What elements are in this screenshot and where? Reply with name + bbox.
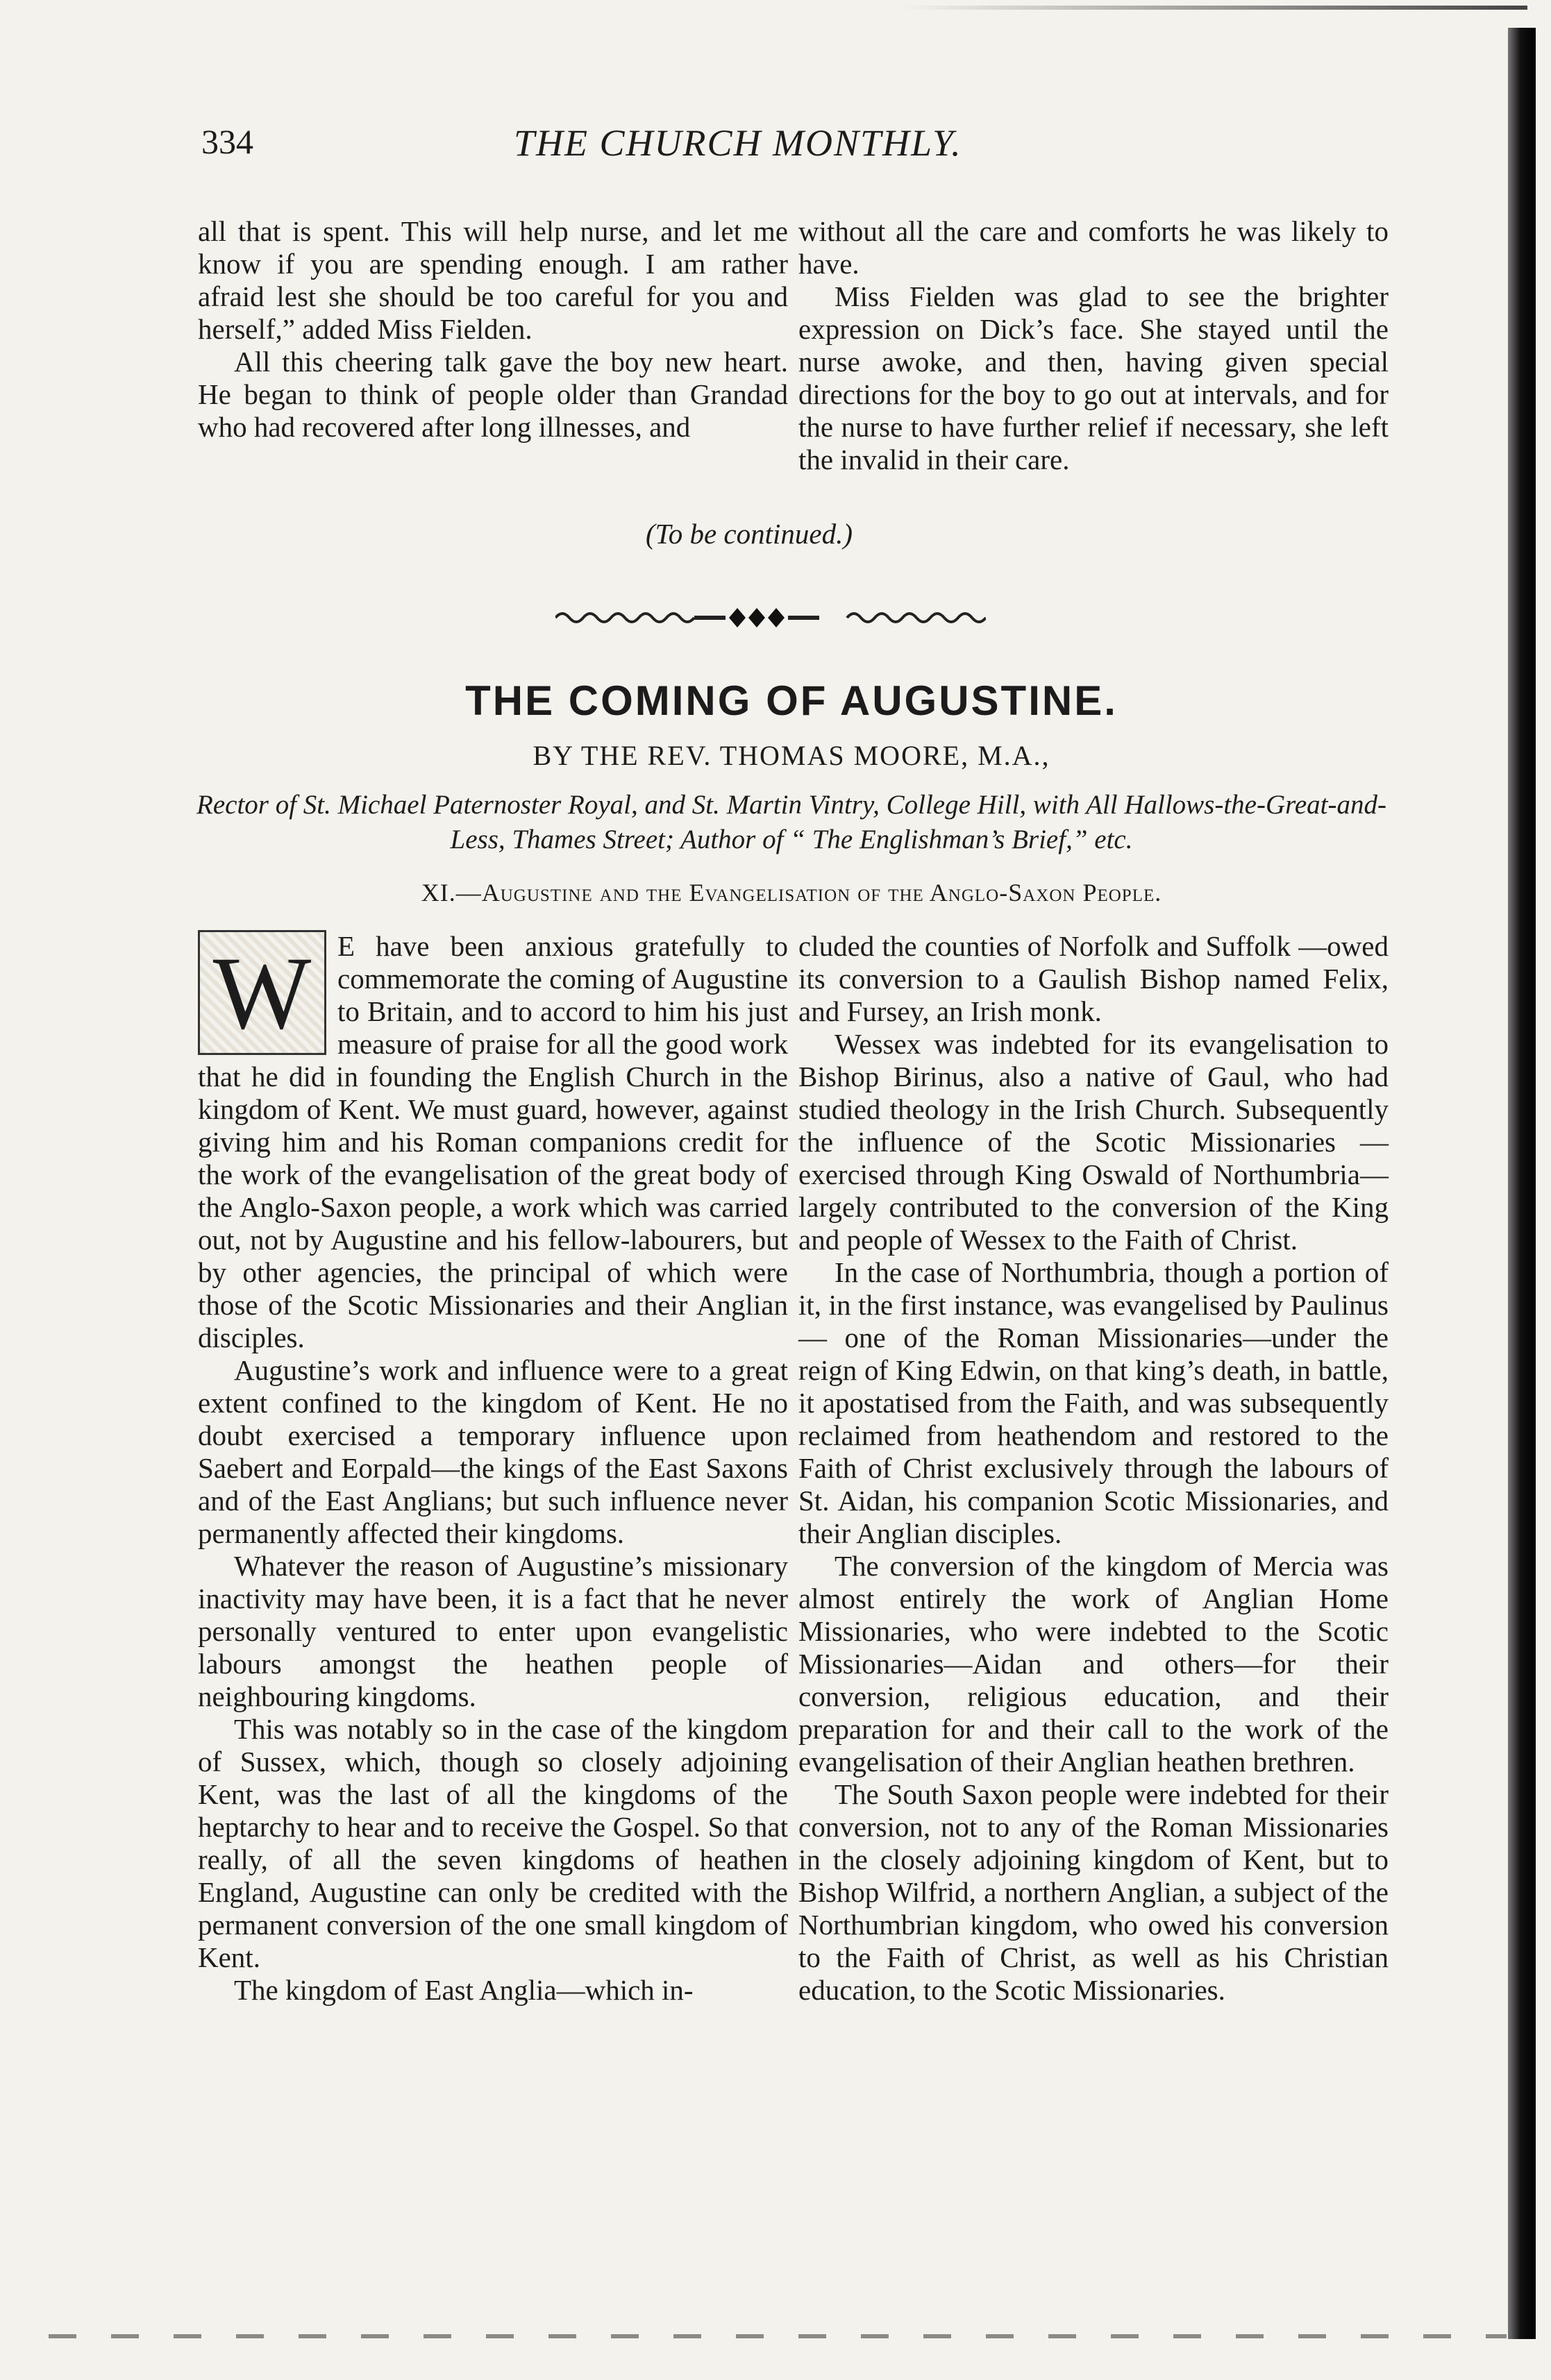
page-header [201, 121, 1382, 177]
paragraph: Miss Fielden was glad to see the brighter expression on Dick’s face. She stayed until the nurse awoke, and then, having given special directions for the boy to go out at intervals, and for the nurse to have further relief if necessary, she left the invalid in their care. [798, 280, 1389, 475]
serial-column-right [798, 215, 1389, 476]
paragraph [198, 930, 788, 1354]
paragraph-text: E have been anxious gratefully to commemorate the coming of Augustine to Britain, and to accord to him his just measure of praise for all the good work that he did in founding the English Church in the kingdom of Kent. We must guard, however, against giving him and his Roman companions credit for the work of the evangelisation of the great body of the Anglo-Saxon people, a work which was carried out, not by Augustine and his fellow-labourers, but by other agencies, the principal of which were those of the Scotic Missionaries and their Anglian disciples. [198, 930, 789, 1353]
paragraph: Augustine’s work and influence were to a great extent confined to the kingdom of Kent. He no doubt exercised a temporary influence upon Saebert and Eorpald—the kings of the East Saxons and of the East Anglians; but such influence never permanently affected their kingdoms. [198, 1354, 788, 1549]
scan-bottom-noise [49, 2334, 1507, 2338]
article-byline: BY THE REV. THOMAS MOORE, M.A., [533, 740, 1050, 771]
article-column-left [198, 930, 788, 2007]
to-be-continued: (To be continued.) [646, 518, 853, 550]
serial-column-left [198, 215, 788, 444]
paragraph: The conversion of the kingdom of Mercia was almost entirely the work of Anglian Home Missionaries, who were indebted to the Scotic Missionaries—Aidan and others—for their conversion, religious education, and their preparation for and their call to the work of the evangelisation of their Anglian heathen brethren. [798, 1550, 1389, 1778]
paragraph: All this cheering talk gave the boy new heart. He began to think of people older than Grandad who had recovered after long illnesses, and [198, 346, 788, 443]
page-number: 334 [201, 122, 253, 161]
paragraph: cluded the counties of Norfolk and Suffolk —owed its conversion to a Gaulish Bishop named Felix, and Fursey, an Irish monk. [798, 930, 1389, 1027]
section-heading: XI.—Augustine and the Evangelisation of the Anglo-Saxon People. [421, 879, 1162, 906]
decorative-dropcap: W [198, 930, 326, 1055]
scan-page-edge [1508, 28, 1536, 2339]
paragraph: Whatever the reason of Augustine’s missionary inactivity may have been, it is a fact that he never personally ventured to enter upon evangelistic labours amongst the heathen people of neighbouring kingdoms. [198, 1550, 788, 1712]
paragraph: Wessex was indebted for its evangelisation to Bishop Birinus, also a native of Gaul, who had studied theology in the Irish Church. Subsequently the influence of the Scotic Missionaries — exercised through King Oswald of Northumbria—largely contributed to the conversion of the King and people of Wessex to the Faith of Christ. [798, 1028, 1389, 1256]
paragraph: This was notably so in the case of the kingdom of Sussex, which, though so closely adjoining Kent, was the last of all the kingdoms of the heptarchy to hear and to receive the Gospel. So that really, of all the seven kingdoms of heathen England, Augustine can only be credited with the permanent conversion of the one small kingdom of Kent. [198, 1713, 788, 1973]
article-column-right [798, 930, 1389, 2007]
paragraph: The South Saxon people were indebted for their conversion, not to any of the Roman Missionaries in the closely adjoining kingdom of Kent, but to Bishop Wilfrid, a northern Anglian, a subject of the Northumbrian kingdom, who owed his conversion to the Faith of Christ, as well as his Christian education, to the Scotic Missionaries. [798, 1778, 1389, 2006]
paragraph: without all the care and comforts he was likely to have. [798, 215, 1389, 280]
article-title: THE COMING OF AUGUSTINE. [465, 677, 1118, 724]
running-title: THE CHURCH MONTHLY. [514, 122, 962, 164]
paragraph: In the case of Northumbria, though a portion of it, in the first instance, was evangelised by Paulinus — one of the Roman Missionaries—under the reign of King Edwin, on that king’s death, in battle, it apostatised from the Faith, and was subsequently reclaimed from heathendom and restored to the Faith of Christ exclusively through the labours of St. Aidan, his companion Scotic Missionaries, and their Anglian disciples. [798, 1256, 1389, 1549]
author-credentials: Rector of St. Michael Paternoster Royal, and St. Martin Vintry, College Hill, with All Hallows-the-Great-and-Less, Thames Street; Author of “ The Englishman’s Brief,” etc. [196, 790, 1386, 854]
paragraph: The kingdom of East Anglia—which in- [234, 1974, 694, 2006]
paragraph: all that is spent. This will help nurse, and let me know if you are spending enough. I am rather afraid lest she should be too careful for you and herself,” added Miss Fielden. [198, 215, 788, 345]
scan-top-rule [903, 6, 1527, 10]
ornament-divider [555, 597, 986, 639]
